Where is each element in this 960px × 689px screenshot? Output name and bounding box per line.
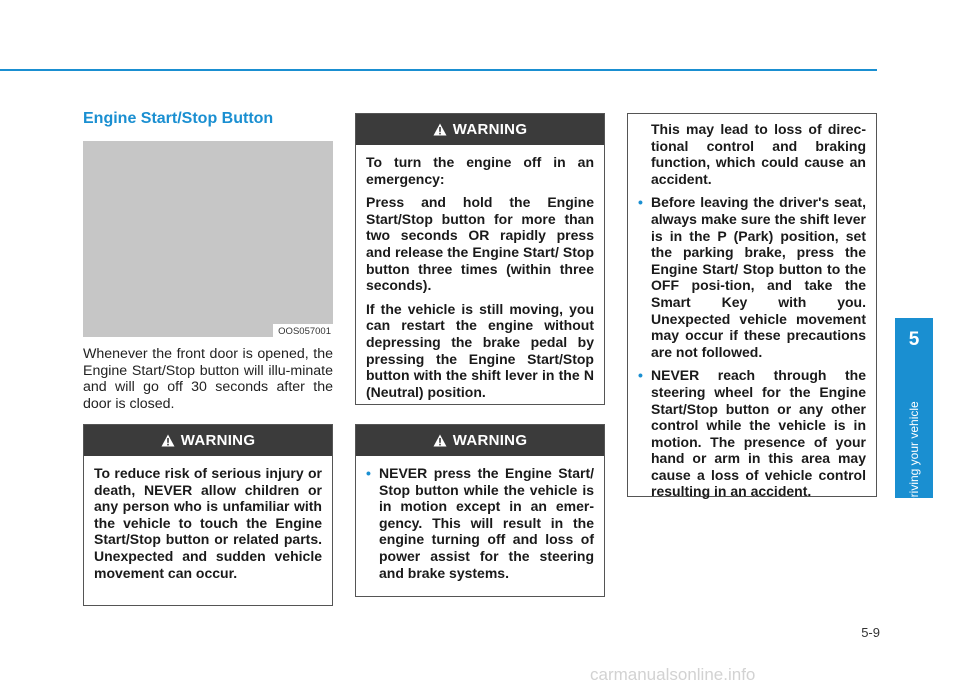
- warning-triangle-icon: [161, 434, 175, 447]
- warning-body: [84, 456, 332, 589]
- top-rule: [0, 69, 877, 71]
- section-title: Engine Start/Stop Button: [83, 110, 274, 127]
- bullet-icon: •: [638, 194, 643, 211]
- bullet-text: Before leaving the driver's seat, always make sure the shift lever is in the P (Park) position, set the parking brake, press the Engine Start/ Stop button to the OFF posi-tion, and take the Smart Key with you. Unexpected vehicle movement may occur if these precautions are not followed.: [651, 194, 866, 360]
- warning-bullet: [638, 194, 866, 360]
- warning-box-motion: [355, 424, 605, 597]
- warning-box-continued: [627, 113, 877, 500]
- warning-paragraph: Press and hold the Engine Start/Stop button for more than two seconds OR rapidly press and release the Engine Start/ Stop button three times (within three seconds).: [366, 194, 594, 294]
- page-number: 5-9: [861, 625, 880, 640]
- chapter-number: 5: [908, 329, 920, 350]
- bullet-icon: •: [638, 367, 643, 384]
- watermark: carmanualsonline.info: [590, 665, 756, 684]
- warning-text: To reduce risk of serious injury or death, NEVER allow children or any person who is unfamiliar with the vehicle to touch the Engine Start/Stop button or related parts. Unexpected and sudden vehicle movement can occur.: [94, 465, 322, 581]
- warning-body: [356, 145, 604, 408]
- continued-intro: This may lead to loss of direc-tional control and braking function, which could cause an accident.: [651, 121, 866, 187]
- bullet-text: NEVER reach through the steering wheel for the Engine Start/Stop button or any other control while the vehicle is in motion. The presence of your hand or arm in this area may cause a loss of vehicle control resulting in an accident.: [651, 367, 866, 500]
- chapter-label: Driving your vehicle: [907, 401, 921, 506]
- intro-paragraph: Whenever the front door is opened, the Engine Start/Stop button will illu-minate and will go off 30 seconds after the door is closed.: [83, 346, 333, 412]
- warning-paragraph: If the vehicle is still moving, you can restart the engine without depressing the brake pedal by pressing the Engine Start/Stop button with the shift lever in the N (Neutral) position.: [366, 300, 594, 400]
- warning-label: WARNING: [452, 432, 528, 449]
- warning-label: WARNING: [452, 121, 528, 138]
- warning-header: [84, 425, 332, 456]
- warning-triangle-icon: [433, 123, 447, 136]
- photo-code: OOS057001: [273, 324, 333, 337]
- warning-bullet: [638, 367, 866, 500]
- warning-bullet-list: [366, 465, 594, 581]
- warning-box-emergency: [355, 113, 605, 405]
- warning-box-children: [83, 424, 333, 606]
- warning-triangle-icon: [433, 434, 447, 447]
- warning-label: WARNING: [180, 432, 256, 449]
- engine-button-photo: [83, 141, 333, 337]
- warning-header: [356, 114, 604, 145]
- bullet-icon: •: [366, 465, 371, 481]
- warning-paragraph: To turn the engine off in an emergency:: [366, 154, 594, 187]
- bullet-text: NEVER press the Engine Start/ Stop button while the vehicle is in motion except in an emer-gency. This will result in the engine turning off and loss of power assist for the steering and brake systems.: [379, 465, 594, 581]
- warning-bullet: [366, 465, 594, 581]
- warning-header: [356, 425, 604, 456]
- warning-body: [356, 456, 604, 589]
- warning-body: [628, 114, 876, 508]
- warning-bullet-list: [638, 194, 866, 500]
- chapter-tab: [895, 318, 933, 506]
